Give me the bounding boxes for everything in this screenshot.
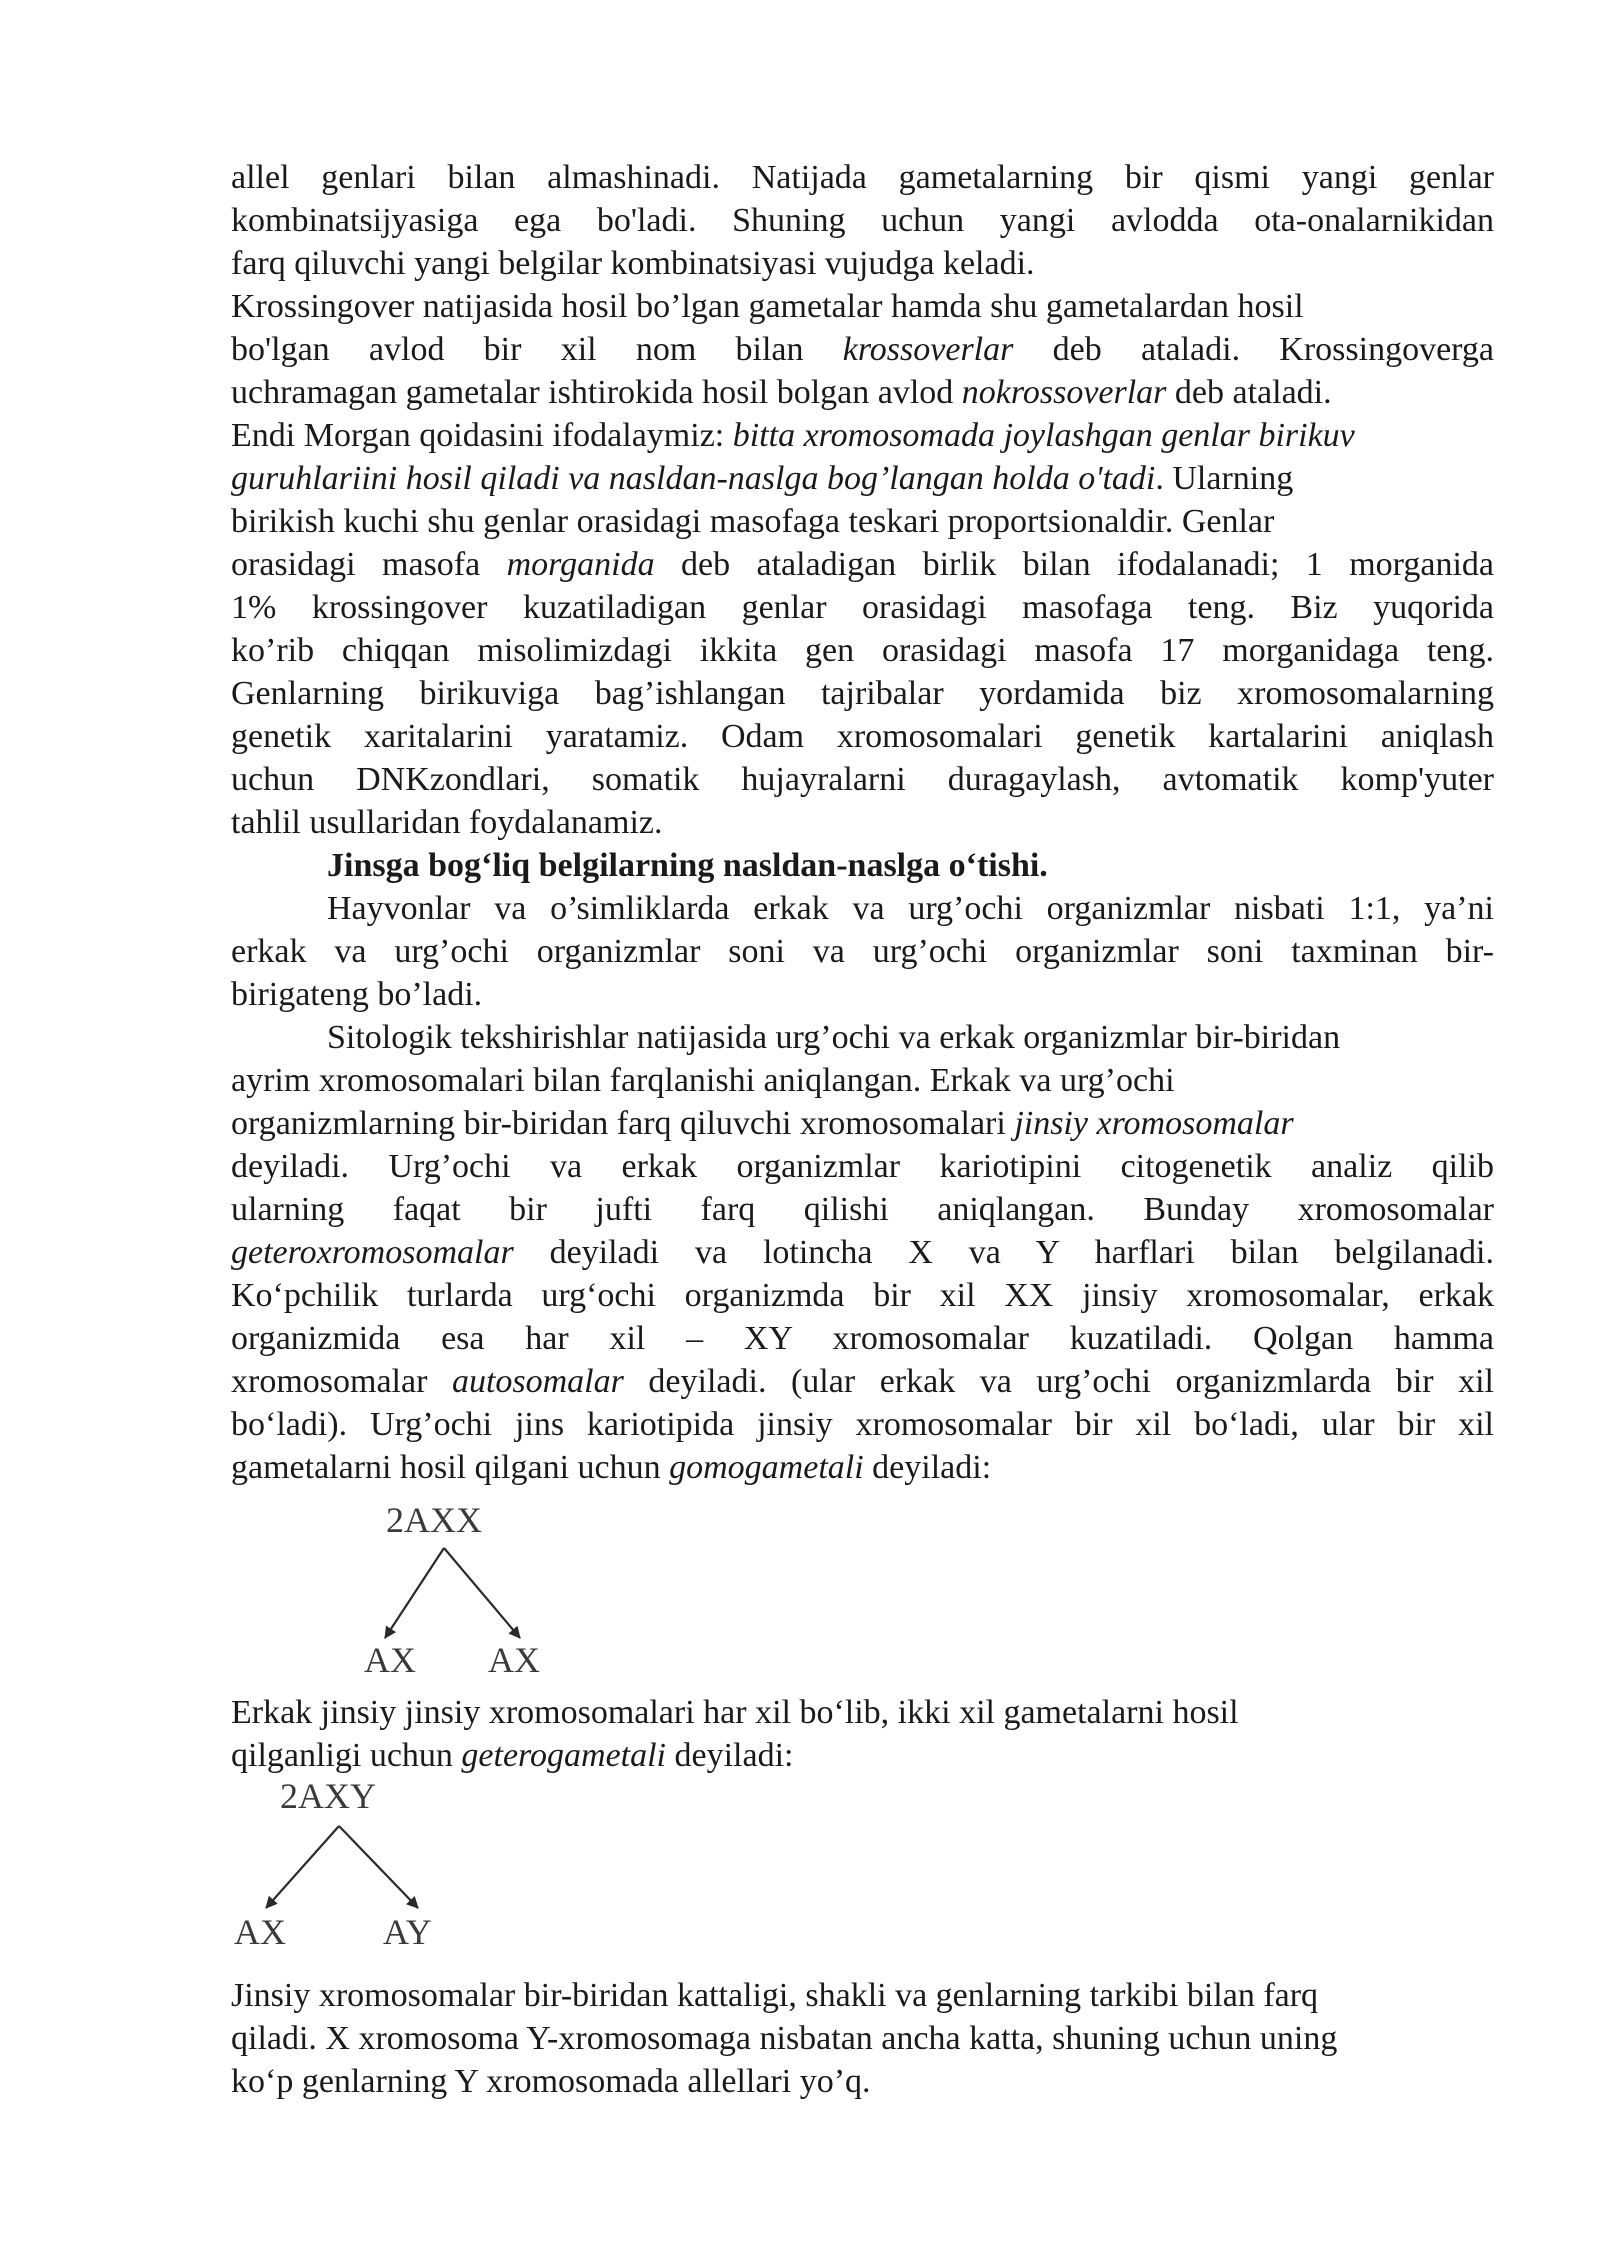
paragraph-3-line-10: tahlil usullaridan foydalanamiz.	[231, 804, 663, 841]
paragraph-5-line-1: Sitologik tekshirishlar natijasida urg’ochi va erkak organizmlar bir-biridan	[327, 1019, 1341, 1056]
arrow-left	[266, 1826, 339, 1908]
paragraph-5-line-7: Ko‘pchilik turlarda urg‘ochi organizmda bir xil XX jinsiy xromosomalar, erkak	[231, 1277, 1494, 1314]
paragraph-1-line-1: allel genlari bilan almashinadi. Natijada gametalarning bir qismi yangi genlar	[231, 159, 1494, 196]
paragraph-5-line-5: ularning faqat bir jufti farq qilishi aniqlangan. Bunday xromosomalar	[231, 1191, 1494, 1228]
term-gomogametali: gomogametali	[669, 1449, 864, 1486]
term-geterogametali: geterogametali	[461, 1737, 667, 1774]
text-run: qilganligi uchun	[231, 1737, 462, 1774]
text-run: orasidagi masofa	[231, 546, 507, 583]
paragraph-5-line-10: bo‘ladi). Urg’ochi jins kariotipida jinsiy xromosomalar bir xil bo‘ladi, ular bir xil	[231, 1406, 1494, 1443]
paragraph-3-line-3: birikish kuchi shu genlar orasidagi masofaga teskari proportsionaldir. Genlar	[231, 503, 1275, 540]
term-autosomalar: autosomalar	[451, 1363, 624, 1400]
paragraph-7-line-2: qiladi. X xromosoma Y-xromosomaga nisbatan ancha katta, shuning uchun uning	[231, 2020, 1338, 2057]
morgan-rule-text: bitta xromosomada joylashgan genlar birikuv	[732, 417, 1355, 454]
text-run: deb ataladi.	[1166, 374, 1332, 411]
text-run: deb ataladigan birlik bilan ifodalanadi; 1 morganida	[654, 546, 1494, 583]
paragraph-3-line-8: genetik xaritalarini yaratamiz. Odam xromosomalari genetik kartalarini aniqlash	[231, 718, 1494, 755]
paragraph-3-line-7: Genlarning birikuviga bag’ishlangan tajribalar yordamida biz xromosomalarning	[231, 675, 1494, 712]
text-run: deyiladi va lotincha X va Y harflari bilan belgilanadi.	[513, 1234, 1494, 1271]
text-run: xromosomalar	[231, 1363, 452, 1400]
text-run: organizmlarning bir-biridan farq qiluvchi xromosomalari	[231, 1105, 1015, 1142]
paragraph-1-line-3: farq qiluvchi yangi belgilar kombinatsiyasi vujudga keladi.	[231, 245, 1035, 282]
paragraph-4-line-2: erkak va urg’ochi organizmlar soni va urg’ochi organizmlar soni taxminan bir-	[231, 933, 1494, 970]
paragraph-7-line-3: ko‘p genlarning Y xromosomada allellari yo’q.	[231, 2063, 871, 2100]
paragraph-2-line-1: Krossingover natijasida hosil bo’lgan gametalar hamda shu gametalardan hosil	[231, 288, 1304, 325]
diagram-gamete-right-label: AY	[383, 1912, 432, 1952]
paragraph-3-line-5: 1% krossingover kuzatiladigan genlar orasidagi masofaga teng. Biz yuqorida	[231, 589, 1494, 626]
diagram-gamete-left-label: AX	[234, 1912, 286, 1952]
diagram-gamete-right-label: AX	[488, 1640, 540, 1680]
text-run: uchramagan gametalar ishtirokida hosil bolgan avlod	[231, 374, 962, 411]
paragraph-7-line-1: Jinsiy xromosomalar bir-biridan kattaligi, shakli va genlarning tarkibi bilan farq	[231, 1977, 1319, 2014]
text-run: Endi Morgan qoidasini ifodalaymiz:	[231, 417, 733, 454]
arrow-right	[339, 1826, 418, 1908]
term-krossoverlar: krossoverlar	[842, 331, 1014, 368]
term-morganida: morganida	[506, 546, 655, 583]
term-nokrossoverlar: nokrossoverlar	[961, 374, 1167, 411]
text-run: deyiladi. (ular erkak va urg’ochi organizmlarda bir xil	[623, 1363, 1494, 1400]
paragraph-3-line-9: uchun DNKzondlari, somatik hujayralarni duragaylash, avtomatik komp'yuter	[231, 761, 1494, 798]
text-run: deb ataladi. Krossingoverga	[1013, 331, 1494, 368]
paragraph-1-line-2: kombinatsijyasiga ega bo'ladi. Shuning uchun yangi avlodda ota-onalarnikidan	[231, 202, 1494, 239]
paragraph-3-line-6: ko’rib chiqqan misolimizdagi ikkita gen orasidagi masofa 17 morganidaga teng.	[231, 632, 1494, 669]
paragraph-6-line-1: Erkak jinsiy jinsiy xromosomalari har xil bo‘lib, ikki xil gametalarni hosil	[231, 1694, 1239, 1731]
paragraph-5-line-4: deyiladi. Urg’ochi va erkak organizmlar kariotipini citogenetik analiz qilib	[231, 1148, 1494, 1185]
text-run: deyiladi:	[666, 1737, 794, 1774]
term-jinsiy-xromosomalar: jinsiy xromosomalar	[1014, 1105, 1294, 1142]
paragraph-5-line-2: ayrim xromosomalari bilan farqlanishi aniqlangan. Erkak va urg’ochi	[231, 1062, 1175, 1099]
text-run: gametalarni hosil qilgani uchun	[231, 1449, 670, 1486]
text-run: deyiladi:	[863, 1449, 992, 1486]
diagram-parent-label: 2AXY	[280, 1776, 376, 1816]
diagram-parent-label: 2AXX	[386, 1500, 482, 1540]
paragraph-4-line-1: Hayvonlar va o’simliklarda erkak va urg’ochi organizmlar nisbati 1:1, ya’ni	[327, 890, 1494, 927]
paragraph-5-line-8: organizmida esa har xil – XY xromosomalar kuzatiladi. Qolgan hamma	[231, 1320, 1494, 1357]
term-geteroxromosomalar: geteroxromosomalar	[231, 1234, 514, 1271]
diagram-gamete-left-label: AX	[364, 1640, 416, 1680]
section-heading: Jinsga bog‘liq belgilarning nasldan-naslga o‘tishi.	[327, 847, 1048, 884]
text-run: . Ularning	[1155, 460, 1294, 497]
paragraph-4-line-3: birigateng bo’ladi.	[231, 976, 483, 1013]
morgan-rule-text: guruhlariini hosil qiladi va nasldan-naslga bog’langan holda o'tadi	[231, 460, 1156, 497]
text-run: bo'lgan avlod bir xil nom bilan	[231, 331, 843, 368]
